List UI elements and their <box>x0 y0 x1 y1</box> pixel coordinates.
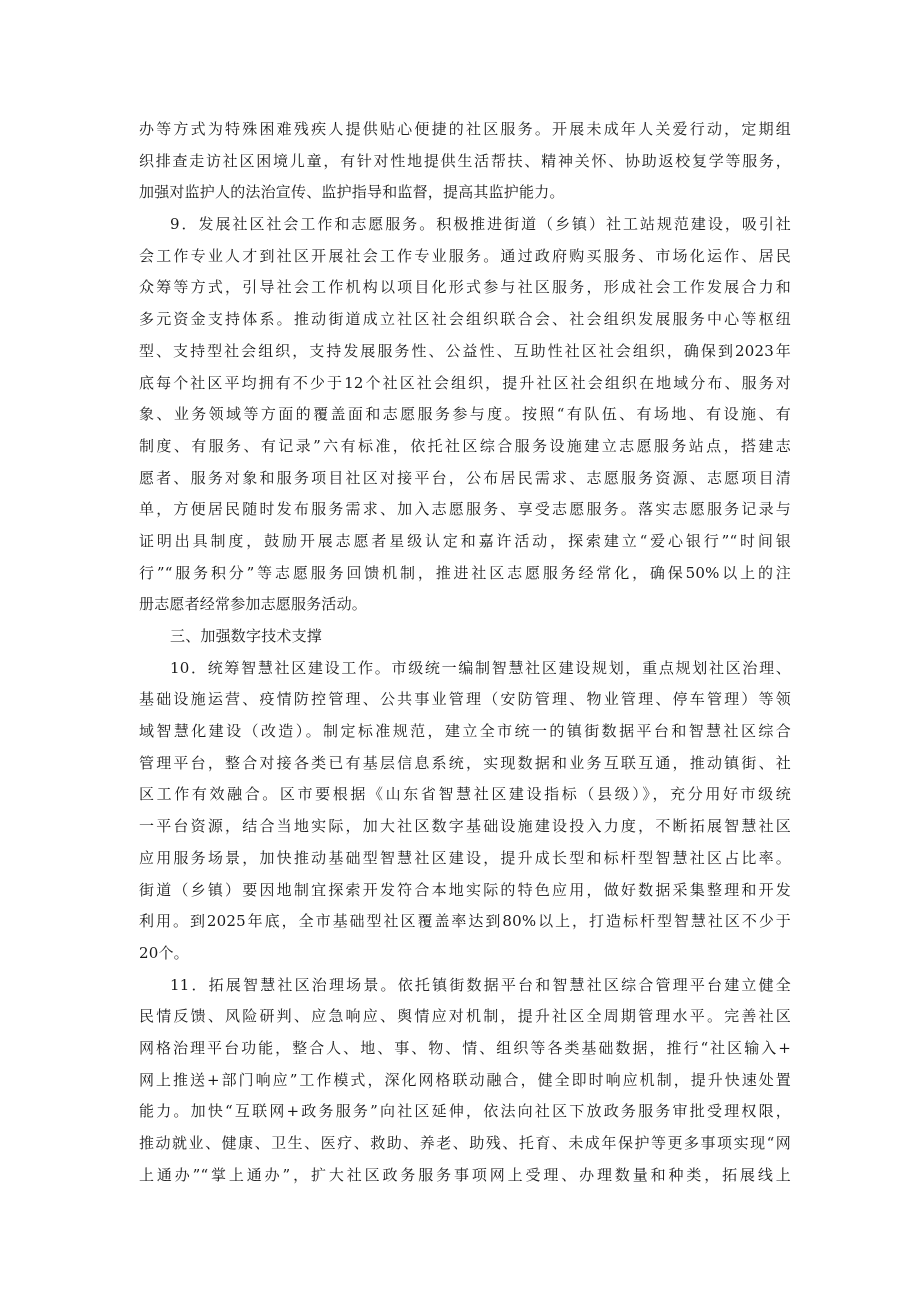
text-line: 域智慧化建设（改造）。制定标准规范，建立全市统一的镇街数据平台和智慧社区综合 <box>139 722 791 741</box>
text-line: 办等方式为特殊困难残疾人提供贴心便捷的社区服务。开展未成年人关爱行动，定期组 <box>139 120 791 138</box>
text-line: 证明出具制度，鼓励开展志愿者星级认定和嘉许活动，探索建立“爱心银行”“时间银 <box>139 531 791 550</box>
text-line: 管理平台，整合对接各类已有基层信息系统，实现数据和业务互联互通，推动镇街、社 <box>139 753 791 772</box>
text-line: 一平台资源，结合当地实际，加大社区数字基础设施建设投入力度，不断拓展智慧社区 <box>139 817 791 836</box>
text-line: 应用服务场景，加快推动基础型智慧社区建设，提升成长型和标杆型智慧社区占比率。 <box>139 848 791 867</box>
text-line: 制度、有服务、有记录”六有标准，依托社区综合服务设施建立志愿服务站点，搭建志 <box>139 436 791 455</box>
text-line: 民情反馈、风险研判、应急响应、舆情应对机制，提升社区全周期管理水平。完善社区 <box>139 1007 791 1026</box>
text-line: 册志愿者经常参加志愿服务活动。 <box>139 595 368 614</box>
text-line: 织排查走访社区困境儿童，有针对性地提供生活帮扶、精神关怀、协助返校复学等服务， <box>139 151 791 170</box>
text-line: 20个。 <box>139 943 189 962</box>
text-line: 型、支持型社会组织，支持发展服务性、公益性、互助性社区社会组织，确保到2023年 <box>139 341 791 360</box>
text-line: 网格治理平台功能，整合人、地、事、物、情、组织等各类基础数据，推行“社区输入+ <box>139 1038 791 1057</box>
text-line: 区工作有效融合。区市要根据《山东省智慧社区建设指标（县级）》，充分用好市级统 <box>139 785 791 804</box>
text-line: 行”“服务积分”等志愿服务回馈机制，推进社区志愿服务经常化，确保50%以上的注 <box>139 563 791 582</box>
text-line: 能力。加快“互联网+政务服务”向社区延伸，依法向社区下放政务服务审批受理权限， <box>139 1102 791 1121</box>
section-10-title-line: 10．统筹智慧社区建设工作。市级统一编制智慧社区建设规划，重点规划社区治理、 <box>170 658 791 677</box>
text-line: 利用。到2025年底，全市基础型社区覆盖率达到80%以上，打造标杆型智慧社区不少于 <box>139 912 791 931</box>
document-page <box>139 114 791 1191</box>
section-9-title-line: 9．发展社区社会工作和志愿服务。积极推进街道（乡镇）社工站规范建设，吸引社 <box>170 215 791 234</box>
section-11-title-line: 11．拓展智慧社区治理场景。依托镇街数据平台和智慧社区综合管理平台建立健全 <box>170 975 791 994</box>
text-line: 上通办”“掌上通办”，扩大社区政务服务事项网上受理、办理数量和种类，拓展线上 <box>139 1165 791 1184</box>
text-line: 底每个社区平均拥有不少于12个社区社会组织，提升社区社会组织在地域分布、服务对 <box>139 373 791 392</box>
text-line: 加强对监护人的法治宣传、监护指导和监督，提高其监护能力。 <box>139 183 565 202</box>
text-line: 网上推送+部门响应”工作模式，深化网格联动融合，健全即时响应机制，提升快速处置 <box>139 1070 791 1089</box>
text-line: 多元资金支持体系。推动街道成立社区社会组织联合会、社会组织发展服务中心等枢纽 <box>139 310 791 329</box>
text-line: 众筹等方式，引导社会工作机构以项目化形式参与社区服务，形成社会工作发展合力和 <box>139 278 791 297</box>
text-line: 基础设施运营、疫情防控管理、公共事业管理（安防管理、物业管理、停车管理）等领 <box>139 690 791 709</box>
text-line: 街道（乡镇）要因地制宜探索开发符合本地实际的特色应用，做好数据采集整理和开发 <box>139 880 791 899</box>
text-line: 单，方便居民随时发布服务需求、加入志愿服务、享受志愿服务。落实志愿服务记录与 <box>139 500 791 519</box>
text-line: 推动就业、健康、卫生、医疗、救助、养老、助残、托育、未成年保护等更多事项实现“网 <box>139 1134 791 1152</box>
text-line: 愿者、服务对象和服务项目社区对接平台，公布居民需求、志愿服务资源、志愿项目清 <box>139 468 791 487</box>
section-heading: 三、加强数字技术支撑 <box>170 627 323 645</box>
text-line: 会工作专业人才到社区开展社会工作专业服务。通过政府购买服务、市场化运作、居民 <box>139 246 791 265</box>
text-line: 象、业务领域等方面的覆盖面和志愿服务参与度。按照“有队伍、有场地、有设施、有 <box>139 405 791 424</box>
